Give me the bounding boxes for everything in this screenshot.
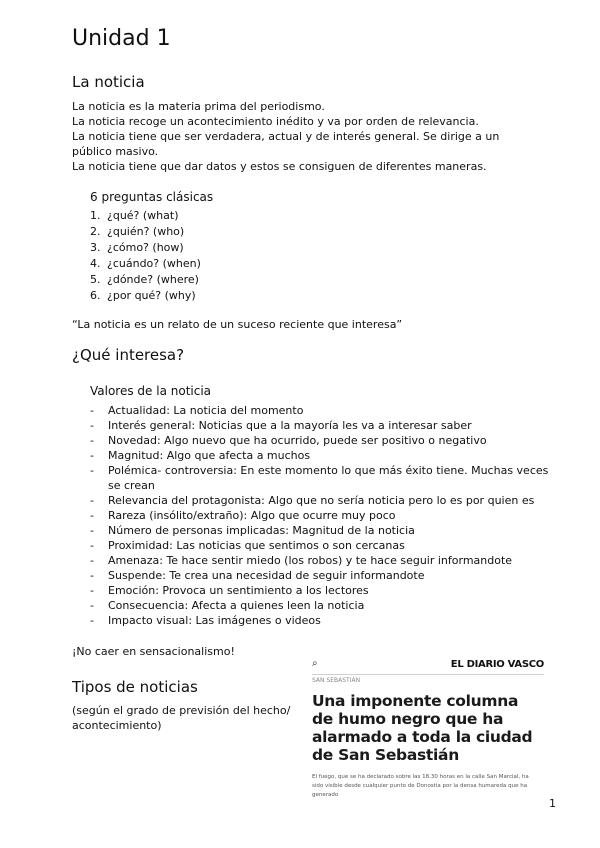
bullet: - — [90, 539, 94, 552]
item-text: Emoción: Provoca un sentimiento a los lectores — [108, 584, 369, 597]
item-text: Proximidad: Las noticias que sentimos o son cercanas — [108, 539, 405, 552]
list-item — [90, 272, 201, 288]
item-text: ¿cuándo? (when) — [107, 257, 201, 270]
noticia-line: La noticia tiene que dar datos y estos se consiguen de diferentes maneras. — [72, 160, 487, 173]
bullet: - — [90, 404, 94, 417]
item-text: Número de personas implicadas: Magnitud de la noticia — [108, 524, 415, 537]
list-item — [90, 433, 560, 448]
sensationalism-warning: ¡No caer en sensacionalismo! — [72, 645, 235, 658]
item-text: ¿por qué? (why) — [107, 289, 196, 302]
noticia-line: La noticia recoge un acontecimiento inédito y va por orden de relevancia. — [72, 115, 479, 128]
bullet: - — [90, 524, 94, 537]
list-item — [90, 613, 560, 628]
search-icon: ⌕ — [312, 658, 318, 669]
item-text: Rareza (insólito/extraño): Algo que ocurre muy poco — [108, 509, 396, 522]
item-number: 4. — [90, 257, 101, 270]
list-item — [90, 403, 560, 418]
news-breadcrumb: SAN SEBASTIÁN — [312, 677, 361, 684]
news-screenshot — [310, 652, 546, 812]
bullet: - — [90, 584, 94, 597]
bullet: - — [90, 434, 94, 447]
questions-list — [90, 208, 201, 304]
item-number: 2. — [90, 225, 101, 238]
questions-title: 6 preguntas clásicas — [90, 190, 214, 204]
list-item — [90, 224, 201, 240]
list-item — [90, 463, 560, 493]
noticia-line: La noticia tiene que ser verdadera, actual y de interés general. Se dirige a un público masivo. — [72, 130, 500, 158]
item-text: Impacto visual: Las imágenes o videos — [108, 614, 321, 627]
tipos-subtitle: (según el grado de previsión del hecho/ acontecimiento) — [72, 704, 291, 732]
list-item — [90, 598, 560, 613]
values-list — [90, 403, 560, 628]
item-number: 1. — [90, 209, 101, 222]
bullet: - — [90, 509, 94, 522]
bullet: - — [90, 569, 94, 582]
section-heading-noticia: La noticia — [72, 73, 145, 91]
list-item — [90, 448, 560, 463]
bullet: - — [90, 554, 94, 567]
section-heading-interesa: ¿Qué interesa? — [72, 346, 185, 364]
item-text: ¿qué? (what) — [107, 209, 179, 222]
list-item — [90, 538, 560, 553]
item-number: 5. — [90, 273, 101, 286]
item-text: Consecuencia: Afecta a quienes leen la noticia — [108, 599, 365, 612]
list-item — [90, 553, 560, 568]
page-number: 1 — [549, 797, 556, 810]
noticia-paragraph — [72, 99, 542, 174]
newspaper-logo: EL DIARIO VASCO — [450, 659, 544, 670]
item-text: Novedad: Algo nuevo que ha ocurrido, puede ser positivo o negativo — [108, 434, 487, 447]
item-text: Relevancia del protagonista: Algo que no sería noticia pero lo es por quien es — [108, 494, 535, 507]
list-item — [90, 583, 560, 598]
section-heading-tipos: Tipos de noticias — [72, 678, 198, 696]
item-text: Interés general: Noticias que a la mayoría les va a interesar saber — [108, 419, 472, 432]
item-text: ¿cómo? (how) — [107, 241, 184, 254]
item-text: Amenaza: Te hace sentir miedo (los robos) y te hace seguir informandote — [108, 554, 513, 567]
bullet: - — [90, 419, 94, 432]
list-item — [90, 493, 560, 508]
news-header — [312, 658, 544, 672]
values-title: Valores de la noticia — [90, 384, 212, 398]
bullet: - — [90, 599, 94, 612]
bullet: - — [90, 464, 94, 477]
list-item — [90, 288, 201, 304]
definition-quote: “La noticia es un relato de un suceso reciente que interesa” — [72, 318, 403, 331]
bullet: - — [90, 449, 94, 462]
list-item — [90, 508, 560, 523]
list-item — [90, 418, 560, 433]
list-item — [90, 568, 560, 583]
item-text: Actualidad: La noticia del momento — [108, 404, 304, 417]
page-title: Unidad 1 — [72, 26, 171, 51]
bullet: - — [90, 614, 94, 627]
news-lead: El fuego, que se ha declarado sobre las 18.30 horas en la calle San Marcial, ha sido visible desde cualquier punto de Donostia por la densa humareda que ha generado — [312, 774, 529, 798]
item-text: ¿quién? (who) — [107, 225, 185, 238]
item-text: Suspende: Te crea una necesidad de seguir informandote — [108, 569, 425, 582]
list-item — [90, 240, 201, 256]
news-headline: Una imponente columna de humo negro que ha alarmado a toda la ciudad de San Sebastián — [312, 692, 533, 764]
item-number: 6. — [90, 289, 101, 302]
item-text: Magnitud: Algo que afecta a muchos — [108, 449, 311, 462]
item-number: 3. — [90, 241, 101, 254]
item-text: Polémica- controversia: En este momento lo que más éxito tiene. Muchas veces se crean — [108, 464, 549, 492]
list-item — [90, 208, 201, 224]
item-text: ¿dónde? (where) — [107, 273, 199, 286]
bullet: - — [90, 494, 94, 507]
list-item — [90, 256, 201, 272]
list-item — [90, 523, 560, 538]
header-divider — [312, 674, 544, 675]
noticia-line: La noticia es la materia prima del periodismo. — [72, 100, 325, 113]
